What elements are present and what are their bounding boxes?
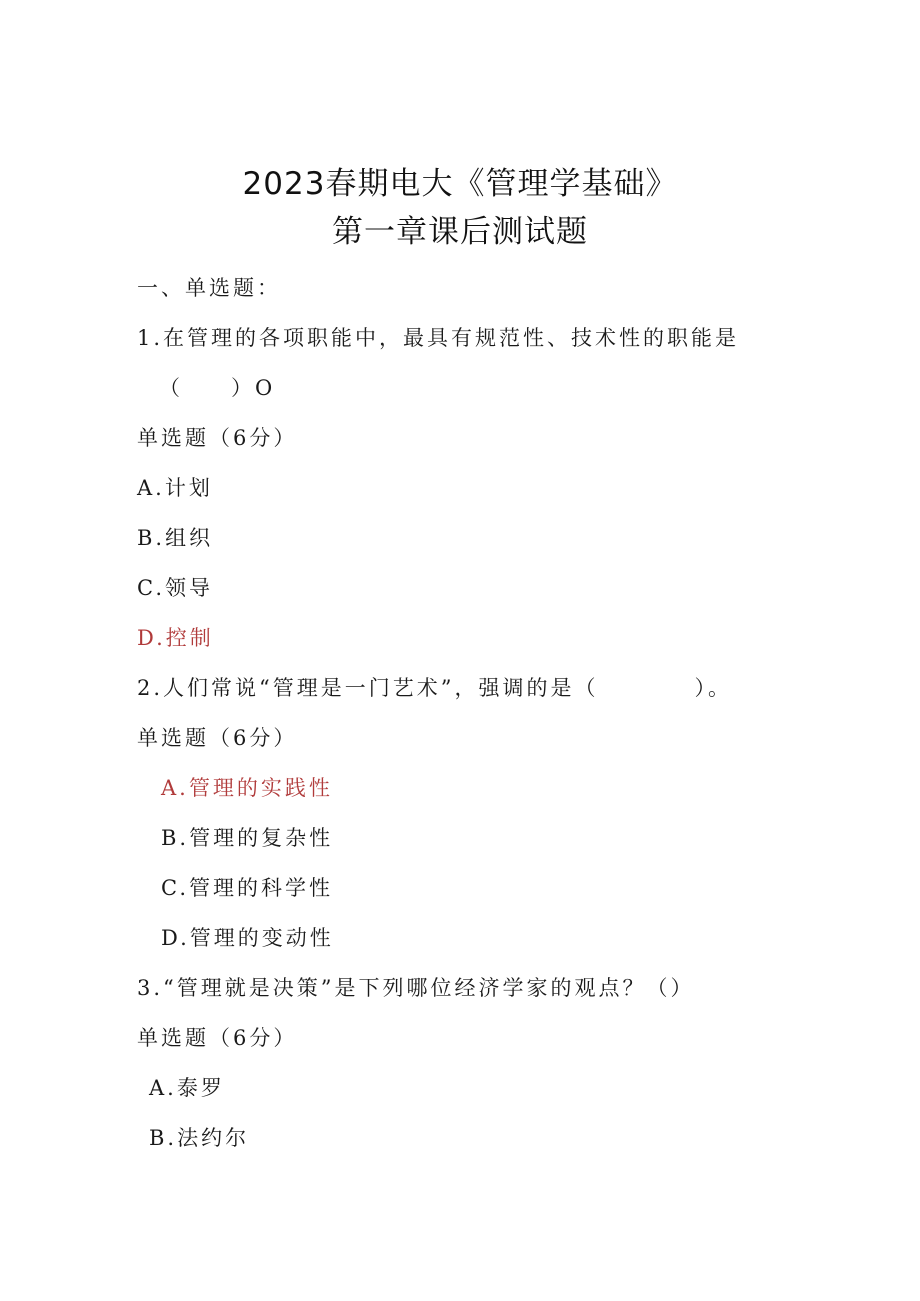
question-3-stem: 3.“管理就是决策”是下列哪位经济学家的观点？（） (137, 976, 695, 1000)
question-1-option-a: A.计划 (137, 476, 213, 500)
question-2-option-b: B.管理的复杂性 (161, 826, 334, 850)
question-2-option-c: C.管理的科学性 (161, 876, 333, 900)
question-1-type-label: 单选题（6分） (137, 426, 298, 450)
question-3-type-label: 单选题（6分） (137, 1026, 298, 1050)
question-1-stem: 1.在管理的各项职能中，最具有规范性、技术性的职能是 (137, 326, 740, 350)
section-heading: 一、单选题： (137, 276, 281, 300)
question-2-stem: 2.人们常说“管理是一门艺术”，强调的是（ ）。 (137, 676, 733, 700)
question-2-type-label: 单选题（6分） (137, 726, 298, 750)
question-1-option-b: B.组织 (137, 526, 214, 550)
question-2-option-a-answer: A.管理的实践性 (161, 776, 333, 800)
question-3-option-b: B.法约尔 (149, 1126, 250, 1150)
question-1-option-d-answer: D.控制 (137, 626, 214, 650)
question-3-option-a: A.泰罗 (149, 1076, 225, 1100)
document-title-line1: 2023春期电大《管理学基础》 (242, 166, 678, 202)
question-2-option-d: D.管理的变动性 (161, 926, 334, 950)
document-title-line2: 第一章课后测试题 (332, 214, 588, 250)
question-1-option-c: C.领导 (137, 576, 213, 600)
question-1-stem-continued: （ ）O (159, 376, 276, 400)
